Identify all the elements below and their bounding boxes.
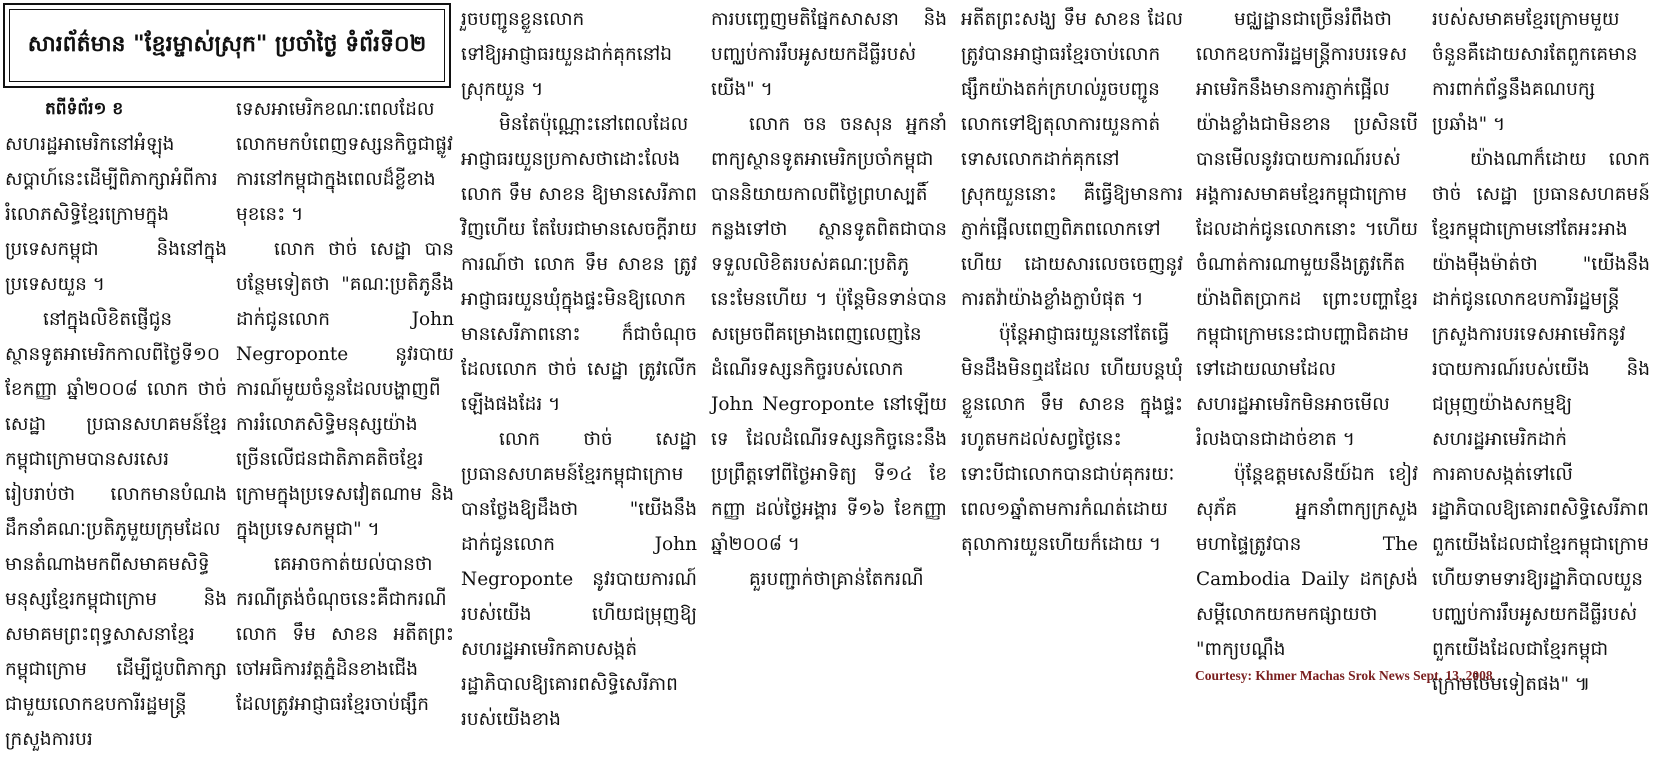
masthead-box [3,3,451,88]
column-5-paragraph-2: ប៉ុន្តែអាជ្ញាធរយួននៅតែធ្វើមិនដឹងមិនឮដដែល ហើយបន្តឃុំខ្លួនលោក ទឹម សាខន ក្នុងផ្ទះរហូតមកដល់សព្វថ្ងៃនេះ ទោះបីជាលោកបានជាប់គុករយៈពេល១ឆ្នាំតាមការកំណត់ដោយតុលាការយួនហើយក៏ដោយ ។ [961,324,1183,555]
column-3-paragraph-2: មិនតែប៉ុណ្ណោះនៅពេលដែលអាជ្ញាធរយួនប្រកាសថាដោះលែងលោក ទឹម សាខន ឱ្យមានសេរីភាពវិញហើយ តែបែរជាមានសេចក្តីរាយការណ៍ថា លោក ទឹម សាខន ត្រូវអាជ្ញាធរយួនឃុំក្នុងផ្ទះមិនឱ្យលោកមានសេរីភាពនោះ ក៏ជាចំណុចដែលលោក ថាច់ សេដ្ឋា ត្រូវលើកឡើងផងដែរ ។ [461,114,697,415]
masthead-inner-frame [9,9,445,82]
column-6-paragraph-2: ប៉ុន្តែឧត្តមសេនីយ៍ឯក ខៀវ សុភ័គ អ្នកនាំពាក្យក្រសួងមហាផ្ទៃត្រូវបាន The Cambodia Daily ដកស្រង់សម្តីលោកយកមកផ្សាយថា "ពាក្យបណ្តឹង [1196,464,1418,660]
column-3-paragraph-3: លោក ថាច់ សេដ្ឋា ប្រធានសហគមន៍ខ្មែរកម្ពុជាក្រោមបានថ្លែងឱ្យដឹងថា "យើងនឹងដាក់ជូនលោក John Negroponte នូវរបាយការណ៍របស់យើង ហើយជម្រុញឱ្យសហរដ្ឋអាមេរិកគាបសង្កត់រដ្ឋាភិបាលឱ្យគោរពសិទ្ធិសេរីភាពរបស់យើងខាង [461,429,697,730]
column-6-paragraph-1: មជ្ឈដ្ឋានជាច្រើនរំពឹងថា លោកឧបការីរដ្ឋមន្ត្រីការបរទេសអាមេរិកនឹងមានការភ្ញាក់ផ្អើលយ៉ាងខ្លាំងជាមិនខាន ប្រសិនបើបានមើលនូវរបាយការណ៍របស់អង្គការសមាគមខ្មែរកម្ពុជាក្រោមដែលដាក់ជូនលោកនោះ ។ហើយចំណាត់ការណាមួយនឹងត្រូវកើតយ៉ាងពិតប្រាកដ ព្រោះបញ្ហាខ្មែរកម្ពុជាក្រោមនេះជាបញ្ហាជិតដាមទៅដោយឈាមដែលសហរដ្ឋអាមេរិកមិនអាចមើលរំលងបានជាដាច់ខាត ។ [1196,9,1418,450]
courtesy-credit: Courtesy: Khmer Machas Srok News Sept. 13, 2008 [1195,668,1493,683]
article-column-3 [461,2,697,730]
column-2-paragraph-3: គេអាចកាត់យល់បានថាករណីត្រង់ចំណុចនេះគឺជាករណីលោក ទឹម សាខន អតីតព្រះចៅអធិការវត្តភ្នំដិនខាងជើង ដែលត្រូវអាជ្ញាធរខ្មែរចាប់ផ្សឹក [236,554,454,715]
column-3-paragraph-1: រួចបញ្ជូនខ្លួនលោកទៅឱ្យអាជ្ញាធរយួនដាក់គុកនៅឯស្រុកយួន ។ [461,9,673,100]
article-column-2 [236,92,454,715]
article-column-7 [1432,2,1650,695]
article-column-5 [961,2,1183,712]
article-column-4 [711,2,947,712]
article-column-6 [1196,2,1418,662]
column-1-paragraph-1: សហរដ្ឋអាមេរិកនៅអំឡុងសប្ដាហ៍នេះដើម្បីពិភាក្សាអំពីការរំលោភសិទ្ធិខ្មែរក្រោមក្នុងប្រទេសកម្ពុជា និងនៅក្នុងប្រទេសយួន ។ [5,134,227,295]
column-2-paragraph-2: លោក ថាច់ សេដ្ឋា បានបន្ថែមទៀតថា "គណៈប្រតិភូនឹងដាក់ជូនលោក John Negroponte នូវរបាយការណ៍មួយចំនួនដែលបង្ហាញពីការរំលោភសិទ្ធិមនុស្សយ៉ាងច្រើនលើជនជាតិភាគតិចខ្មែរក្រោមក្នុងប្រទេសវៀតណាម និងក្នុងប្រទេសកម្ពុជា" ។ [236,239,454,540]
column-5-paragraph-1: អតីតព្រះសង្ឃ ទឹម សាខន ដែលត្រូវបានអាជ្ញាធរខ្មែរចាប់លោកផ្សឹកយ៉ាងតក់ក្រហល់រួចបញ្ជូនលោកទៅឱ្យតុលាការយួនកាត់ទោសលោកដាក់គុកនៅស្រុកយួននោះ គឺធ្វើឱ្យមានការភ្ញាក់ផ្អើលពេញពិភពលោកទៅហើយ ដោយសារលេចចេញនូវការតវ៉ាយ៉ាងខ្លាំងក្លាបំផុត ។ [961,9,1183,310]
column-4-paragraph-1: ការបញ្ចេញមតិផ្នែកសាសនា និងបញ្ឈប់ការរឹបអូសយកដីធ្លីរបស់យើង" ។ [711,9,947,100]
column-4-paragraph-2: លោក ចន ចនសុន អ្នកនាំពាក្យស្ថានទូតអាមេរិកប្រចាំកម្ពុជាបាននិយាយកាលពីថ្ងៃព្រហស្បតិ៍កន្លងទៅថា ស្ថានទូតពិតជាបានទទួលលិខិតរបស់គណៈប្រតិភូនេះមែនហើយ ។ ប៉ុន្តែមិនទាន់បានសម្រេចពីគម្រោងពេញលេញនៃដំណើរទស្សនកិច្ចរបស់លោក John Negroponte នៅឡើយទេ ដែលដំណើរទស្សនកិច្ចនេះនឹងប្រព្រឹត្តទៅពីថ្ងៃអាទិត្យ ទី១៤ ខែកញ្ញា ដល់ថ្ងៃអង្គារ ទី១៦ ខែកញ្ញា ឆ្នាំ២០០៨ ។ [711,114,947,555]
masthead-title: សារព័ត៌មាន "ខ្មែរម្ចាស់ស្រុក" ប្រចាំថ្ងៃ ទំព័រទី០២ [27,32,427,58]
column-2-paragraph-1: ទេសអាមេរិកខណៈពេលដែលលោកមកបំពេញទស្សនកិច្ចជាផ្លូវការនៅកម្ពុជាក្នុងពេលដ៏ខ្លីខាងមុខនេះ ។ [236,99,453,225]
article-column-1 [5,92,227,750]
continued-from-label: តពីទំព័រ១ ខ [45,99,124,119]
column-7-paragraph-1: របស់សមាគមខ្មែរក្រោមមួយចំនួនគឺដោយសារតែពួកគេមានការពាក់ព័ន្ធនឹងគណបក្សប្រឆាំង" ។ [1432,9,1638,135]
column-4-paragraph-3: គួរបញ្ជាក់ថាគ្រាន់តែករណី [749,569,924,590]
column-7-paragraph-2: យ៉ាងណាក៏ដោយ លោក ថាច់ សេដ្ឋា ប្រធានសហគមន៍ខ្មែរកម្ពុជាក្រោមនៅតែអះអាងយ៉ាងម៉ឺងម៉ាត់ថា "យើងនឹងដាក់ជូនលោកឧបការីរដ្ឋមន្ត្រីក្រសួងការបរទេសអាមេរិកនូវរបាយការណ៍របស់យើង និងជម្រុញយ៉ាងសកម្មឱ្យសហរដ្ឋអាមេរិកដាក់ការគាបសង្កត់ទៅលើរដ្ឋាភិបាលឱ្យគោរពសិទ្ធិសេរីភាពពួកយើងដែលជាខ្មែរកម្ពុជាក្រោម ហើយទាមទារឱ្យរដ្ឋាភិបាលយួនបញ្ឈប់ការរឹបអូសយកដីធ្លីរបស់ពួកយើងដែលជាខ្មែរកម្ពុជាក្រោមថែមទៀតផង" ៕ [1432,149,1650,695]
column-1-paragraph-2: នៅក្នុងលិខិតផ្ញើជូនស្ថានទូតអាមេរិកកាលពីថ្ងៃទី១០ ខែកញ្ញា ឆ្នាំ២០០៨ លោក ថាច់ សេដ្ឋា ប្រធានសហគមន៍ខ្មែរកម្ពុជាក្រោមបានសរសេររៀបរាប់ថា លោកមានបំណងដឹកនាំគណៈប្រតិភូមួយក្រុមដែលមានតំណាងមកពីសមាគមសិទ្ធិមនុស្សខ្មែរកម្ពុជាក្រោម និងសមាគមព្រះពុទ្ធសាសនាខ្មែរកម្ពុជាក្រោម ដើម្បីជួបពិភាក្សាជាមួយលោកឧបការីរដ្ឋមន្ត្រីក្រសួងការបរ [5,309,227,750]
